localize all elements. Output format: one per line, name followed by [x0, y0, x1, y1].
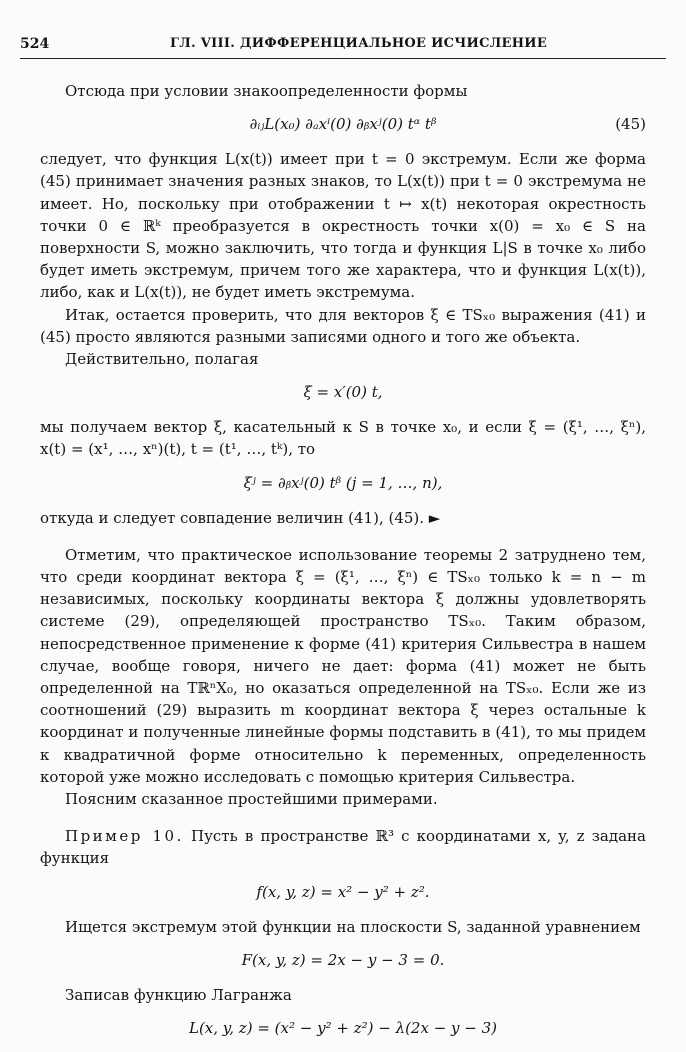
equation-45: [40, 112, 646, 136]
page-body: [40, 80, 646, 1052]
equation-F: [40, 948, 646, 972]
section-gap: [40, 529, 646, 544]
paragraph-lagrange: Записав функцию Лагранжа: [65, 985, 292, 1004]
running-head: ГЛ. VIII. ДИФФЕРЕНЦИАЛЬНОЕ ИСЧИСЛЕНИЕ: [170, 36, 548, 51]
paragraph-tangent: мы получаем вектор ξ, касательный к S в точке x₀, и если ξ = (ξ¹, …, ξⁿ), x(t) = (x¹, …, xⁿ)(t), t = (t¹, …, tᵏ), то: [40, 418, 646, 459]
equation-xi-j: [40, 471, 646, 495]
example-text: Пусть в пространстве ℝ³ с координатами x, y, z задана функция: [40, 827, 646, 868]
paragraph-intro: Отсюда при условии знакоопределенности формы: [65, 82, 468, 100]
paragraph-example: [40, 825, 646, 869]
page-header: [20, 30, 666, 59]
equation-45-body: ∂ᵢⱼL(x₀) ∂ₐxⁱ(0) ∂ᵦxʲ(0) tᵅ tᵝ: [249, 115, 437, 134]
equation-xi-j-body: ξʲ = ∂ᵦxʲ(0) tᵝ (j = 1, …, n),: [243, 473, 443, 492]
paragraph-indeed: Действительно, полагая: [65, 350, 259, 369]
equation-f-body: f(x, y, z) = x² − y² + z².: [256, 882, 430, 901]
paragraph-verify: Итак, остается проверить, что для векторов ξ ∈ TSₓ₀ выражения (41) и (45) просто являются разными записями одного и того же объекта.: [40, 305, 646, 346]
section-gap-2: [40, 810, 646, 825]
equation-45-number: (45): [615, 115, 646, 134]
equation-xi: [40, 380, 646, 404]
page-number: 524: [20, 36, 50, 52]
equation-f: [40, 880, 646, 904]
equation-L: [40, 1016, 646, 1040]
paragraph-plane: Ищется экстремум этой функции на плоскости S, заданной уравнением: [65, 917, 641, 936]
example-label: Пример 10.: [65, 827, 184, 846]
paragraph-extremum: следует, что функция L(x(t)) имеет при t = 0 экстремум. Если же форма (45) принимает значения разных знаков, то L(x(t)) при t = 0 экстремума не имеет. Но, поскольку при отображении t ↦ x(t) некоторая окрестность точки 0 ∈ ℝᵏ преобразуется в окрестность точки x(0) = x₀ ∈ S на поверхности S, можно заключить, что тогда и функция L|S в точке x₀ либо будет иметь экстремум, причем того же характера, что и функция L(x(t)), либо, как и L(x(t)), не будет иметь экстремума.: [40, 150, 646, 302]
equation-F-body: F(x, y, z) = 2x − y − 3 = 0.: [241, 950, 445, 969]
paragraph-explain: Поясним сказанное простейшими примерами.: [65, 790, 438, 809]
paragraph-conclusion: откуда и следует совпадение величин (41), (45). ►: [40, 508, 441, 527]
equation-L-body: L(x, y, z) = (x² − y² + z²) − λ(2x − y − 3): [188, 1019, 498, 1038]
equation-xi-body: ξ = x′(0) t,: [303, 383, 383, 402]
paragraph-remark: Отметим, что практическое использование теоремы 2 затруднено тем, что среди координат вектора ξ = (ξ¹, …, ξⁿ) ∈ TSₓ₀ только k = n − m независимых, поскольку координаты вектора ξ должны удовлетворять системе (29), определяющей пространство TSₓ₀. Таким образом, непосредственное применение к форме (41) критерия Сильвестра в нашем случае, вообще говоря, ничего не дает: форма (41) может не быть определенной на TℝⁿX₀, но оказаться определенной на TSₓ₀. Если же из соотношений (29) выразить m координат вектора ξ через остальные k координат и полученные линейные формы подставить в (41), то мы придем к квадратичной форме относительно k переменных, определенность которой уже можно исследовать с помощью критерия Сильвестра.: [40, 545, 646, 786]
